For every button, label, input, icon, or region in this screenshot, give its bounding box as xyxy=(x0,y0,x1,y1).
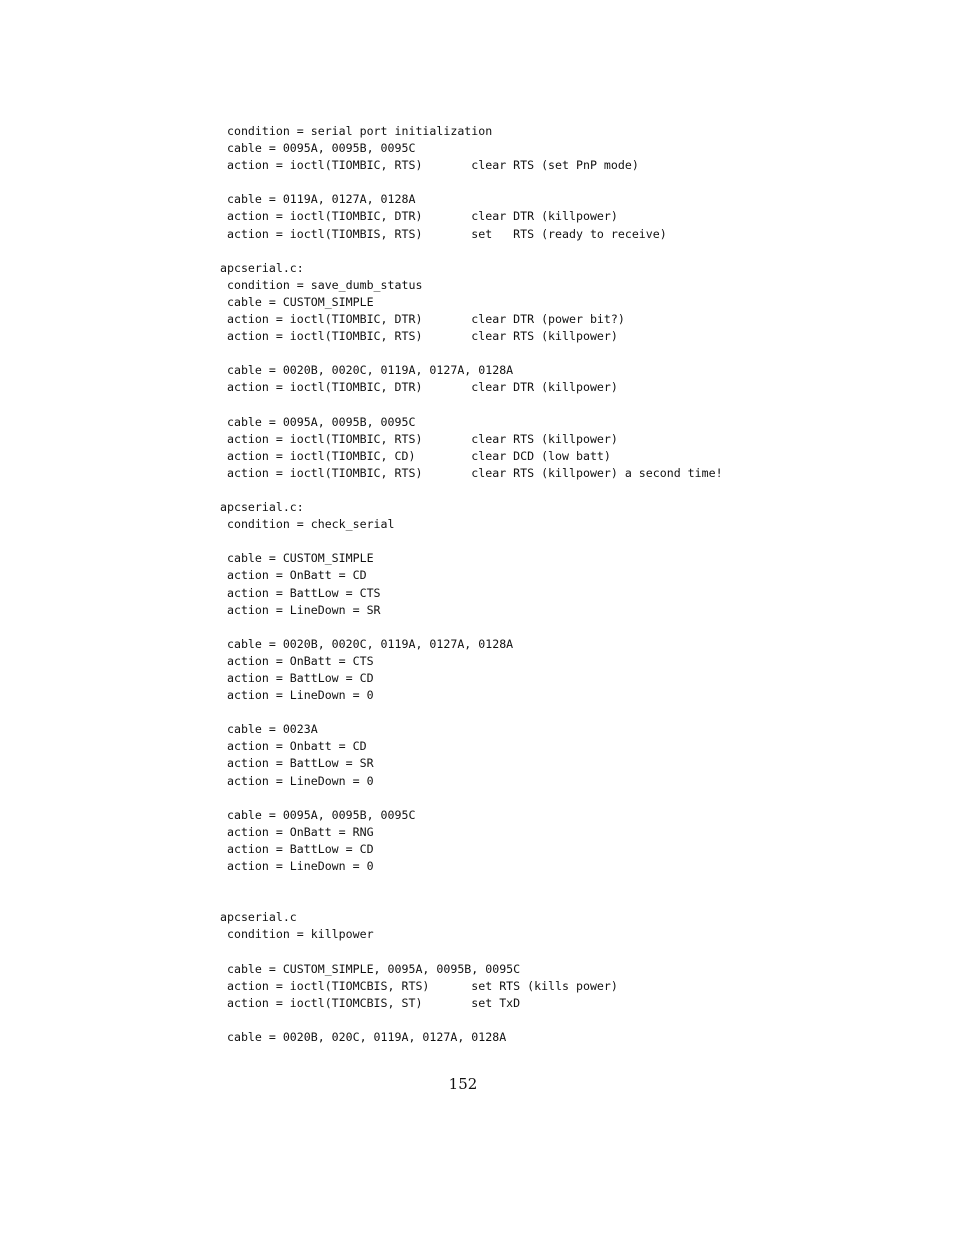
code-line: action = ioctl(TIOMBIS, RTS) set RTS (ready to receive) xyxy=(220,226,667,241)
page-number: 152 xyxy=(448,1075,478,1093)
code-line: action = ioctl(TIOMCBIS, ST) set TxD xyxy=(220,995,521,1010)
code-line: condition = killpower xyxy=(220,927,374,942)
code-line: action = LineDown = 0 xyxy=(220,688,374,703)
code-line: action = Onbatt = CD xyxy=(220,739,367,754)
blank-line xyxy=(220,619,723,636)
blank-line xyxy=(220,482,723,499)
code-line: action = ioctl(TIOMBIC, DTR) clear DTR (killpower) xyxy=(220,380,618,395)
blank-line xyxy=(220,345,723,362)
code-line: cable = 0020B, 0020C, 0119A, 0127A, 0128A xyxy=(220,636,514,651)
code-line: condition = check_serial xyxy=(220,517,395,532)
code-line: condition = save_dumb_status xyxy=(220,277,423,292)
blank-line xyxy=(220,174,723,191)
blank-line xyxy=(220,790,723,807)
code-line: cable = 0095A, 0095B, 0095C xyxy=(220,807,416,822)
code-line: action = ioctl(TIOMBIC, RTS) clear RTS (killpower) xyxy=(220,329,618,344)
code-line: cable = 0095A, 0095B, 0095C xyxy=(220,414,416,429)
code-line: condition = serial port initialization xyxy=(220,124,493,138)
code-line: action = LineDown = 0 xyxy=(220,773,374,788)
code-line: apcserial.c: xyxy=(220,500,304,515)
code-line: apcserial.c xyxy=(220,910,297,925)
code-line: cable = 0020B, 020C, 0119A, 0127A, 0128A xyxy=(220,1029,507,1044)
blank-line xyxy=(220,892,723,909)
code-listing xyxy=(220,123,723,1046)
code-line: cable = 0095A, 0095B, 0095C xyxy=(220,141,416,156)
code-line: action = BattLow = CD xyxy=(220,671,374,685)
code-line: action = ioctl(TIOMCBIS, RTS) set RTS (kills power) xyxy=(220,978,618,993)
code-line: action = ioctl(TIOMBIC, CD) clear DCD (low batt) xyxy=(220,448,611,463)
code-line: action = ioctl(TIOMBIC, RTS) clear RTS (set PnP mode) xyxy=(220,158,639,173)
code-line: action = BattLow = SR xyxy=(220,756,374,771)
code-line: cable = 0020B, 0020C, 0119A, 0127A, 0128A xyxy=(220,363,514,378)
code-line: apcserial.c: xyxy=(220,260,304,275)
blank-line xyxy=(220,243,723,260)
code-line: action = OnBatt = CD xyxy=(220,568,367,583)
blank-line xyxy=(220,704,723,721)
blank-line xyxy=(220,533,723,550)
code-line: cable = CUSTOM_SIMPLE, 0095A, 0095B, 0095C xyxy=(220,961,521,976)
code-line: action = BattLow = CD xyxy=(220,841,374,856)
blank-line xyxy=(220,944,723,961)
code-line: action = OnBatt = RNG xyxy=(220,824,374,839)
code-line: cable = 0119A, 0127A, 0128A xyxy=(220,192,416,207)
code-line: cable = CUSTOM_SIMPLE xyxy=(220,551,374,566)
blank-line xyxy=(220,1012,723,1029)
code-line: action = LineDown = SR xyxy=(220,602,381,617)
code-line: action = BattLow = CTS xyxy=(220,585,381,600)
blank-line xyxy=(220,875,723,892)
code-line: action = ioctl(TIOMBIC, DTR) clear DTR (power bit?) xyxy=(220,312,625,327)
code-line: action = ioctl(TIOMBIC, DTR) clear DTR (killpower) xyxy=(220,209,618,224)
code-line: cable = CUSTOM_SIMPLE xyxy=(220,294,374,309)
code-line: action = ioctl(TIOMBIC, RTS) clear RTS (killpower) xyxy=(220,431,618,446)
code-line: cable = 0023A xyxy=(220,722,318,737)
code-line: action = ioctl(TIOMBIC, RTS) clear RTS (killpower) a second time! xyxy=(220,465,723,480)
blank-line xyxy=(220,397,723,414)
code-line: action = LineDown = 0 xyxy=(220,859,374,874)
code-line: action = OnBatt = CTS xyxy=(220,653,374,668)
